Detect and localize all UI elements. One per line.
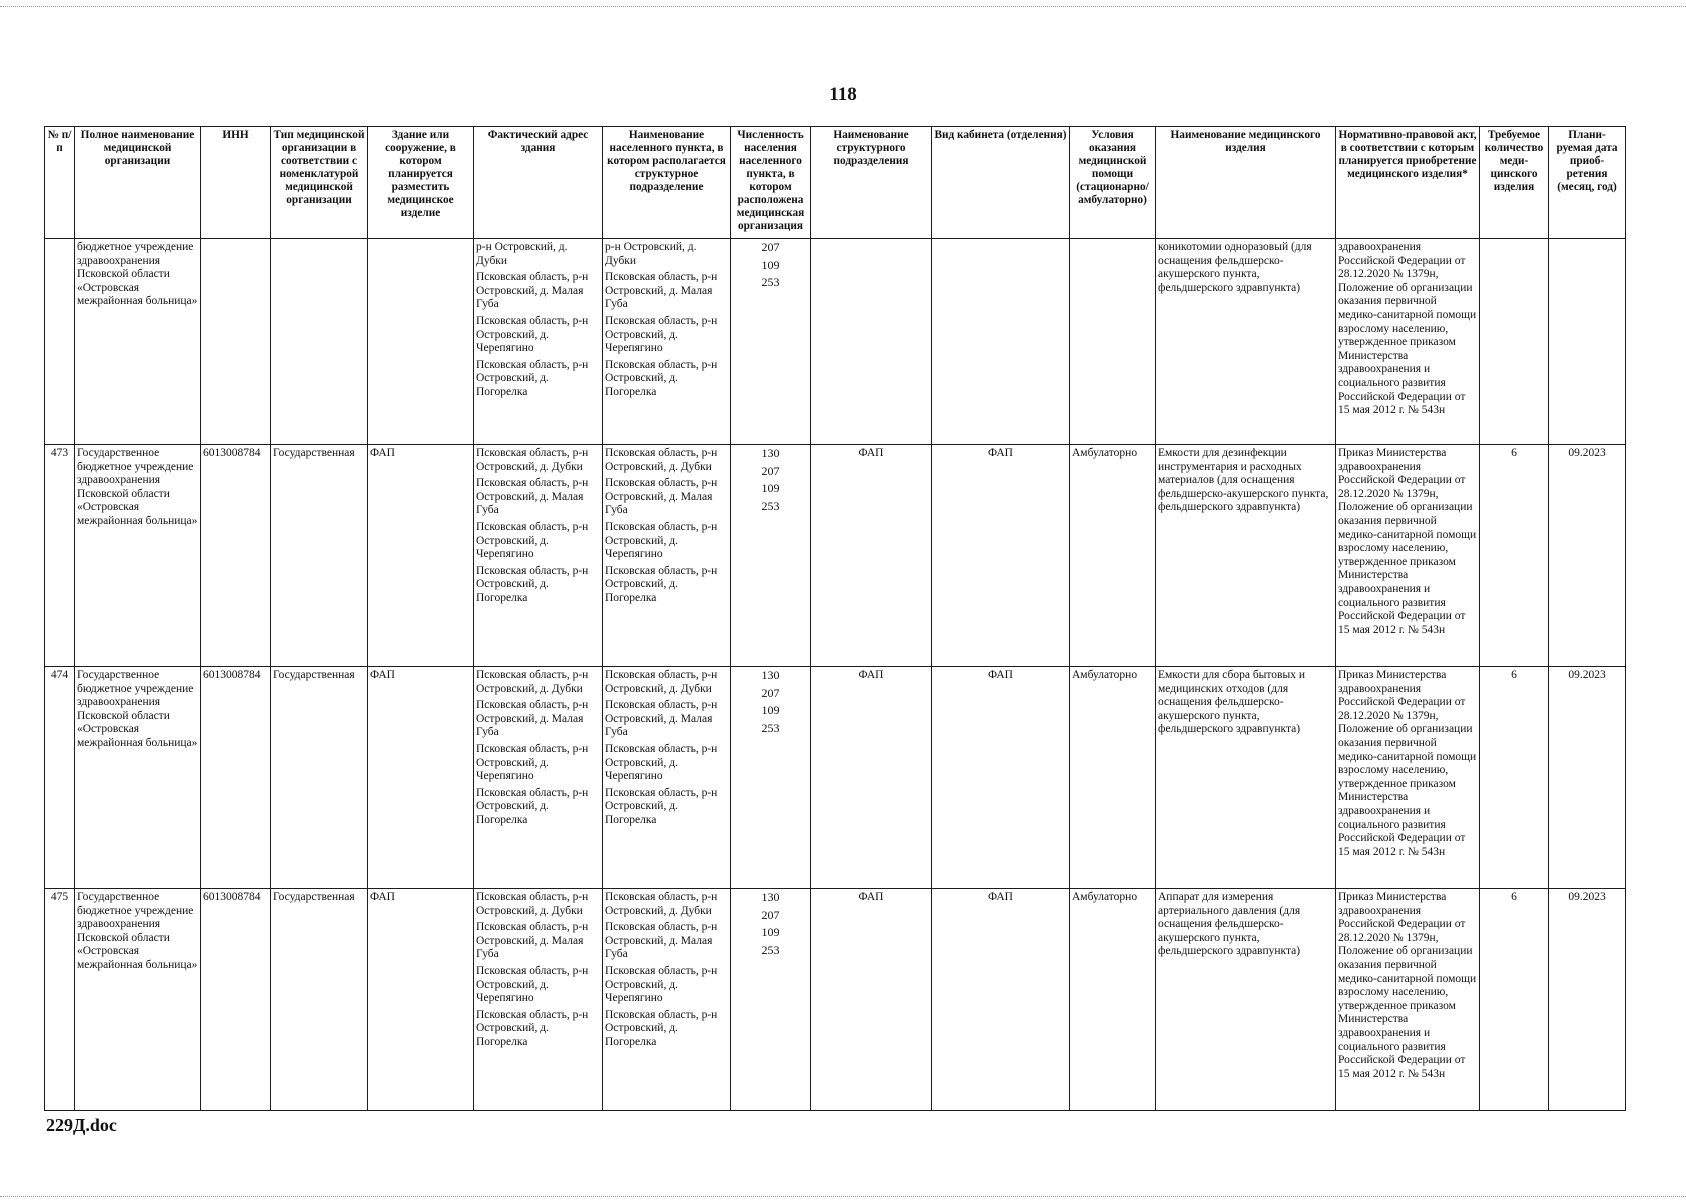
- cell-num: 474: [45, 667, 75, 889]
- cell-conditions: Амбулаторно: [1070, 667, 1156, 889]
- equipment-table: [44, 126, 1626, 1111]
- cell-type: Государственная: [271, 445, 368, 667]
- cell-device: Аппарат для измерения артериального давления (для оснащения фельдшерско-акушерского пункта, фельдшерского здравпункта): [1156, 889, 1336, 1111]
- cell-device: Емкости для дезинфекции инструментария и расходных материалов (для оснащения фельдшерско-акушерского пункта, фельдшерского здравпункта): [1156, 445, 1336, 667]
- cell-address: Псковская область, р-н Островский, д. Дубки Псковская область, р-н Островский, д. Малая Губа Псковская область, р-н Островский, д. Черепягино Псковская область, р-н Островский, д. Погорелка: [474, 667, 603, 889]
- cell-qty: 6: [1480, 667, 1549, 889]
- col-header-locality: Наименование населенного пункта, в котором располагается структурное подразделение: [603, 127, 731, 239]
- col-header-building: Здание или сооружение, в котором планируется разместить медицинское изделие: [368, 127, 474, 239]
- col-header-act: Нормативно-правовой акт, в соответствии с которым планируется приобретение медицинского изделия*: [1336, 127, 1480, 239]
- cell-conditions: Амбулаторно: [1070, 889, 1156, 1111]
- page-number: 118: [829, 84, 857, 105]
- cell-building: ФАП: [368, 889, 474, 1111]
- col-header-address: Фактический адрес здания: [474, 127, 603, 239]
- cell-building: ФАП: [368, 445, 474, 667]
- cell-unit: ФАП: [811, 445, 932, 667]
- col-header-date: Плани-руемая дата приоб-ретения (месяц, год): [1549, 127, 1626, 239]
- col-header-inn: ИНН: [201, 127, 271, 239]
- col-header-conditions: Условия оказания медицинской помощи (стационарно/ амбулаторно): [1070, 127, 1156, 239]
- cell-num: 473: [45, 445, 75, 667]
- cell-type: Государственная: [271, 889, 368, 1111]
- col-header-unit: Наименование структурного подразделения: [811, 127, 932, 239]
- cell-conditions: Амбулаторно: [1070, 445, 1156, 667]
- cell-num: 475: [45, 889, 75, 1111]
- cell-unit: ФАП: [811, 889, 932, 1111]
- cell-locality: Псковская область, р-н Островский, д. Дубки Псковская область, р-н Островский, д. Малая Губа Псковская область, р-н Островский, д. Черепягино Псковская область, р-н Островский, д. Погорелка: [603, 667, 731, 889]
- cell-population: 207 109 253: [731, 239, 811, 445]
- scan-edge-top: [0, 6, 1686, 7]
- cell-locality: р-н Островский, д. Дубки Псковская область, р-н Островский, д. Малая Губа Псковская область, р-н Островский, д. Черепягино Псковская область, р-н Островский, д. Погорелка: [603, 239, 731, 445]
- cell-inn: 6013008784: [201, 667, 271, 889]
- table-row-continued: [45, 239, 1626, 445]
- table-row: [45, 667, 1626, 889]
- table-row: [45, 889, 1626, 1111]
- cell-address: Псковская область, р-н Островский, д. Дубки Псковская область, р-н Островский, д. Малая Губа Псковская область, р-н Островский, д. Черепягино Псковская область, р-н Островский, д. Погорелка: [474, 445, 603, 667]
- scan-edge-bottom: [0, 1196, 1686, 1197]
- cell-building: ФАП: [368, 667, 474, 889]
- cell-act: Приказ Министерства здравоохранения Российской Федерации от 28.12.2020 № 1379н, Положение об организации оказания первичной медико-санитарной помощи взрослому населению, утвержденное приказом Министерства здравоохранения и социального развития Российской Федерации от 15 мая 2012 г. № 543н: [1336, 445, 1480, 667]
- cell-inn: 6013008784: [201, 445, 271, 667]
- cell-device: Емкости для сбора бытовых и медицинских отходов (для оснащения фельдшерско-акушерского пункта, фельдшерского здравпункта): [1156, 667, 1336, 889]
- cell-act: Приказ Министерства здравоохранения Российской Федерации от 28.12.2020 № 1379н, Положение об организации оказания первичной медико-санитарной помощи взрослому населению, утвержденное приказом Министерства здравоохранения и социального развития Российской Федерации от 15 мая 2012 г. № 543н: [1336, 889, 1480, 1111]
- cell-org: бюджетное учреждение здравоохранения Псковской области «Островская межрайонная больница»: [75, 239, 201, 445]
- footer-filename: 229Д.doc: [46, 1115, 117, 1135]
- cell-population: 130 207 109 253: [731, 889, 811, 1111]
- col-header-population: Численность населения населенного пункта, в котором расположена медицинская организация: [731, 127, 811, 239]
- cell-type: Государственная: [271, 667, 368, 889]
- table-row: [45, 445, 1626, 667]
- cell-unit: ФАП: [811, 667, 932, 889]
- cell-act: здравоохранения Российской Федерации от 28.12.2020 № 1379н, Положение об организации оказания первичной медико-санитарной помощи взрослому населению, утвержденное приказом Министерства здравоохранения и социального развития Российской Федерации от 15 мая 2012 г. № 543н: [1336, 239, 1480, 445]
- cell-device: коникотомии одноразовый (для оснащения фельдшерско-акушерского пункта, фельдшерского здравпункта): [1156, 239, 1336, 445]
- cell-address: Псковская область, р-н Островский, д. Дубки Псковская область, р-н Островский, д. Малая Губа Псковская область, р-н Островский, д. Черепягино Псковская область, р-н Островский, д. Погорелка: [474, 889, 603, 1111]
- cell-org: Государственное бюджетное учреждение здравоохранения Псковской области «Островская межрайонная больница»: [75, 667, 201, 889]
- cell-population: 130 207 109 253: [731, 445, 811, 667]
- col-header-qty: Требуемое количество меди-цинского изделия: [1480, 127, 1549, 239]
- cell-locality: Псковская область, р-н Островский, д. Дубки Псковская область, р-н Островский, д. Малая Губа Псковская область, р-н Островский, д. Черепягино Псковская область, р-н Островский, д. Погорелка: [603, 445, 731, 667]
- col-header-cabinet: Вид кабинета (отделения): [932, 127, 1070, 239]
- cell-inn: 6013008784: [201, 889, 271, 1111]
- col-header-org: Полное наименование медицинской организации: [75, 127, 201, 239]
- cell-qty: 6: [1480, 445, 1549, 667]
- table-header-row: [45, 127, 1626, 239]
- cell-cabinet: ФАП: [932, 667, 1070, 889]
- cell-date: 09.2023: [1549, 889, 1626, 1111]
- cell-locality: Псковская область, р-н Островский, д. Дубки Псковская область, р-н Островский, д. Малая Губа Псковская область, р-н Островский, д. Черепягино Псковская область, р-н Островский, д. Погорелка: [603, 889, 731, 1111]
- cell-date: 09.2023: [1549, 667, 1626, 889]
- col-header-type: Тип медицинской организации в соответствии с номенклатурой медицинской организации: [271, 127, 368, 239]
- col-header-device: Наименование медицинского изделия: [1156, 127, 1336, 239]
- cell-address: р-н Островский, д. Дубки Псковская область, р-н Островский, д. Малая Губа Псковская область, р-н Островский, д. Черепягино Псковская область, р-н Островский, д. Погорелка: [474, 239, 603, 445]
- cell-cabinet: ФАП: [932, 889, 1070, 1111]
- cell-date: 09.2023: [1549, 445, 1626, 667]
- col-header-num: № п/п: [45, 127, 75, 239]
- cell-org: Государственное бюджетное учреждение здравоохранения Псковской области «Островская межрайонная больница»: [75, 445, 201, 667]
- cell-population: 130 207 109 253: [731, 667, 811, 889]
- cell-cabinet: ФАП: [932, 445, 1070, 667]
- cell-qty: 6: [1480, 889, 1549, 1111]
- cell-org: Государственное бюджетное учреждение здравоохранения Псковской области «Островская межрайонная больница»: [75, 889, 201, 1111]
- cell-act: Приказ Министерства здравоохранения Российской Федерации от 28.12.2020 № 1379н, Положение об организации оказания первичной медико-санитарной помощи взрослому населению, утвержденное приказом Министерства здравоохранения и социального развития Российской Федерации от 15 мая 2012 г. № 543н: [1336, 667, 1480, 889]
